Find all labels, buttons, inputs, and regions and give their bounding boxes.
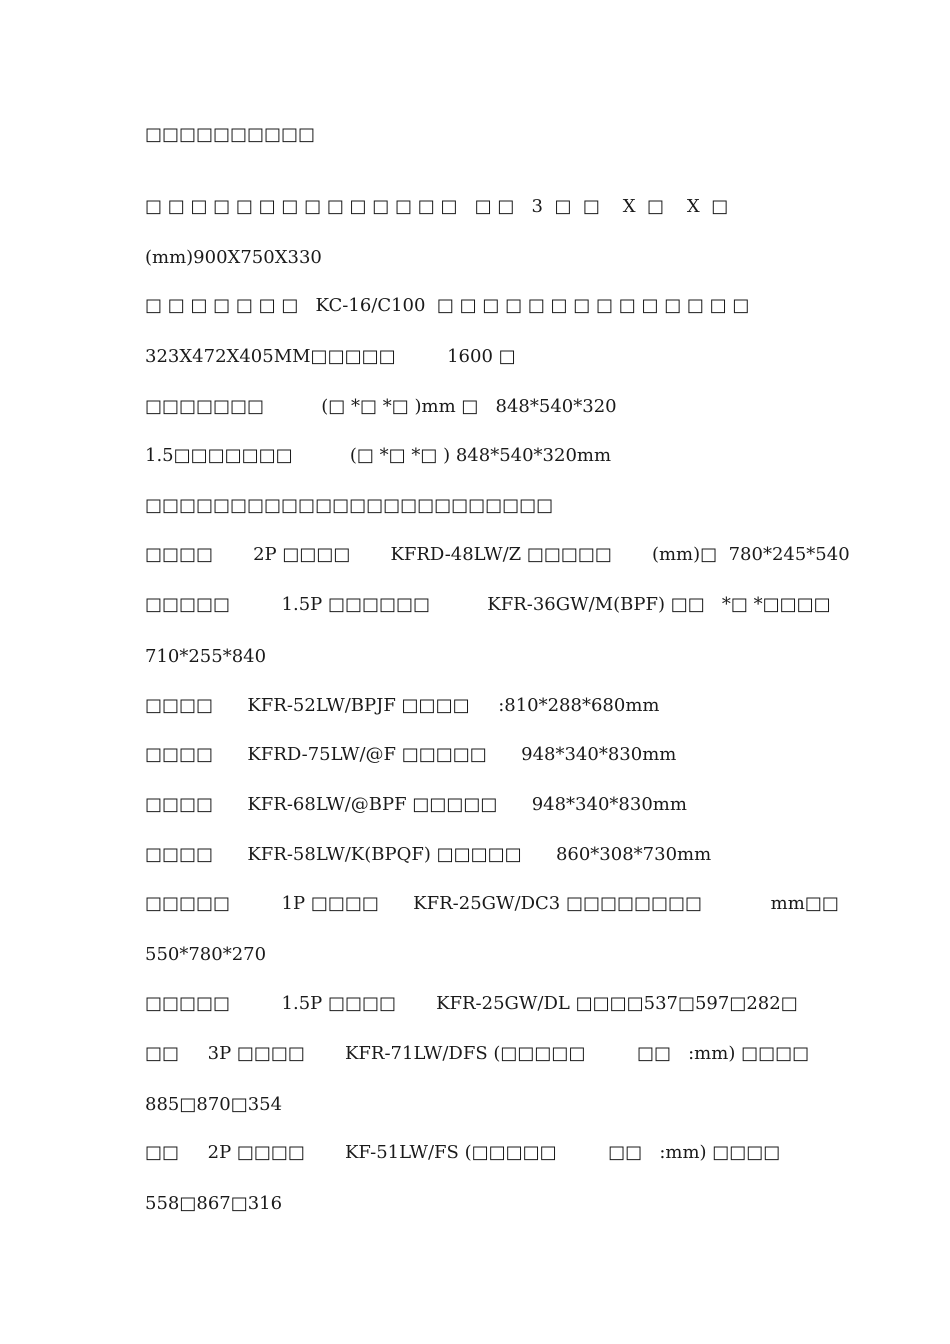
text-line-2: □ □ □ □ □ □ □ □ □ □ □ □ □ □ □ □ 3 □ □ X □ X □: [145, 196, 729, 217]
text-line-10: □□□□□ 1.5P □□□□□□ KFR-36GW/M(BPF) □□ *□ *□□□□: [145, 594, 831, 615]
text-line-18: □□□□□ 1.5P □□□□ KFR-25GW/DL □□□□537□597□282□: [145, 993, 798, 1014]
text-line-1: □□□□□□□□□□: [145, 124, 316, 145]
text-line-7: 1.5□□□□□□□ (□ *□ *□ ) 848*540*320mm: [145, 445, 612, 466]
text-line-8: □□□□□□□□□□□□□□□□□□□□□□□□: [145, 495, 554, 516]
text-line-6: □□□□□□□ (□ *□ *□ )mm □ 848*540*320: [145, 396, 617, 417]
text-line-11: 710*255*840: [145, 646, 267, 667]
text-line-21: □□ 2P □□□□ KF-51LW/FS (□□□□□ □□ :mm) □□□□: [145, 1142, 781, 1163]
text-line-4: □ □ □ □ □ □ □ KC-16/C100 □ □ □ □ □ □ □ □ □ □ □ □ □ □: [145, 295, 750, 316]
text-line-16: □□□□□ 1P □□□□ KFR-25GW/DC3 □□□□□□□□ mm□□: [145, 893, 839, 914]
text-line-17: 550*780*270: [145, 944, 267, 965]
text-line-9: □□□□ 2P □□□□ KFRD-48LW/Z □□□□□ (mm)□ 780*245*540: [145, 544, 850, 565]
text-line-22: 558□867□316: [145, 1193, 283, 1214]
text-line-15: □□□□ KFR-58LW/K(BPQF) □□□□□ 860*308*730mm: [145, 844, 712, 865]
text-line-3: (mm)900X750X330: [145, 247, 322, 268]
text-line-12: □□□□ KFR-52LW/BPJF □□□□ :810*288*680mm: [145, 695, 660, 716]
text-line-14: □□□□ KFR-68LW/@BPF □□□□□ 948*340*830mm: [145, 794, 687, 815]
text-line-20: 885□870□354: [145, 1094, 283, 1115]
text-line-13: □□□□ KFRD-75LW/@F □□□□□ 948*340*830mm: [145, 744, 677, 765]
text-line-19: □□ 3P □□□□ KFR-71LW/DFS (□□□□□ □□ :mm) □□□□: [145, 1043, 810, 1064]
text-line-5: 323X472X405MM□□□□□ 1600 □: [145, 346, 516, 367]
